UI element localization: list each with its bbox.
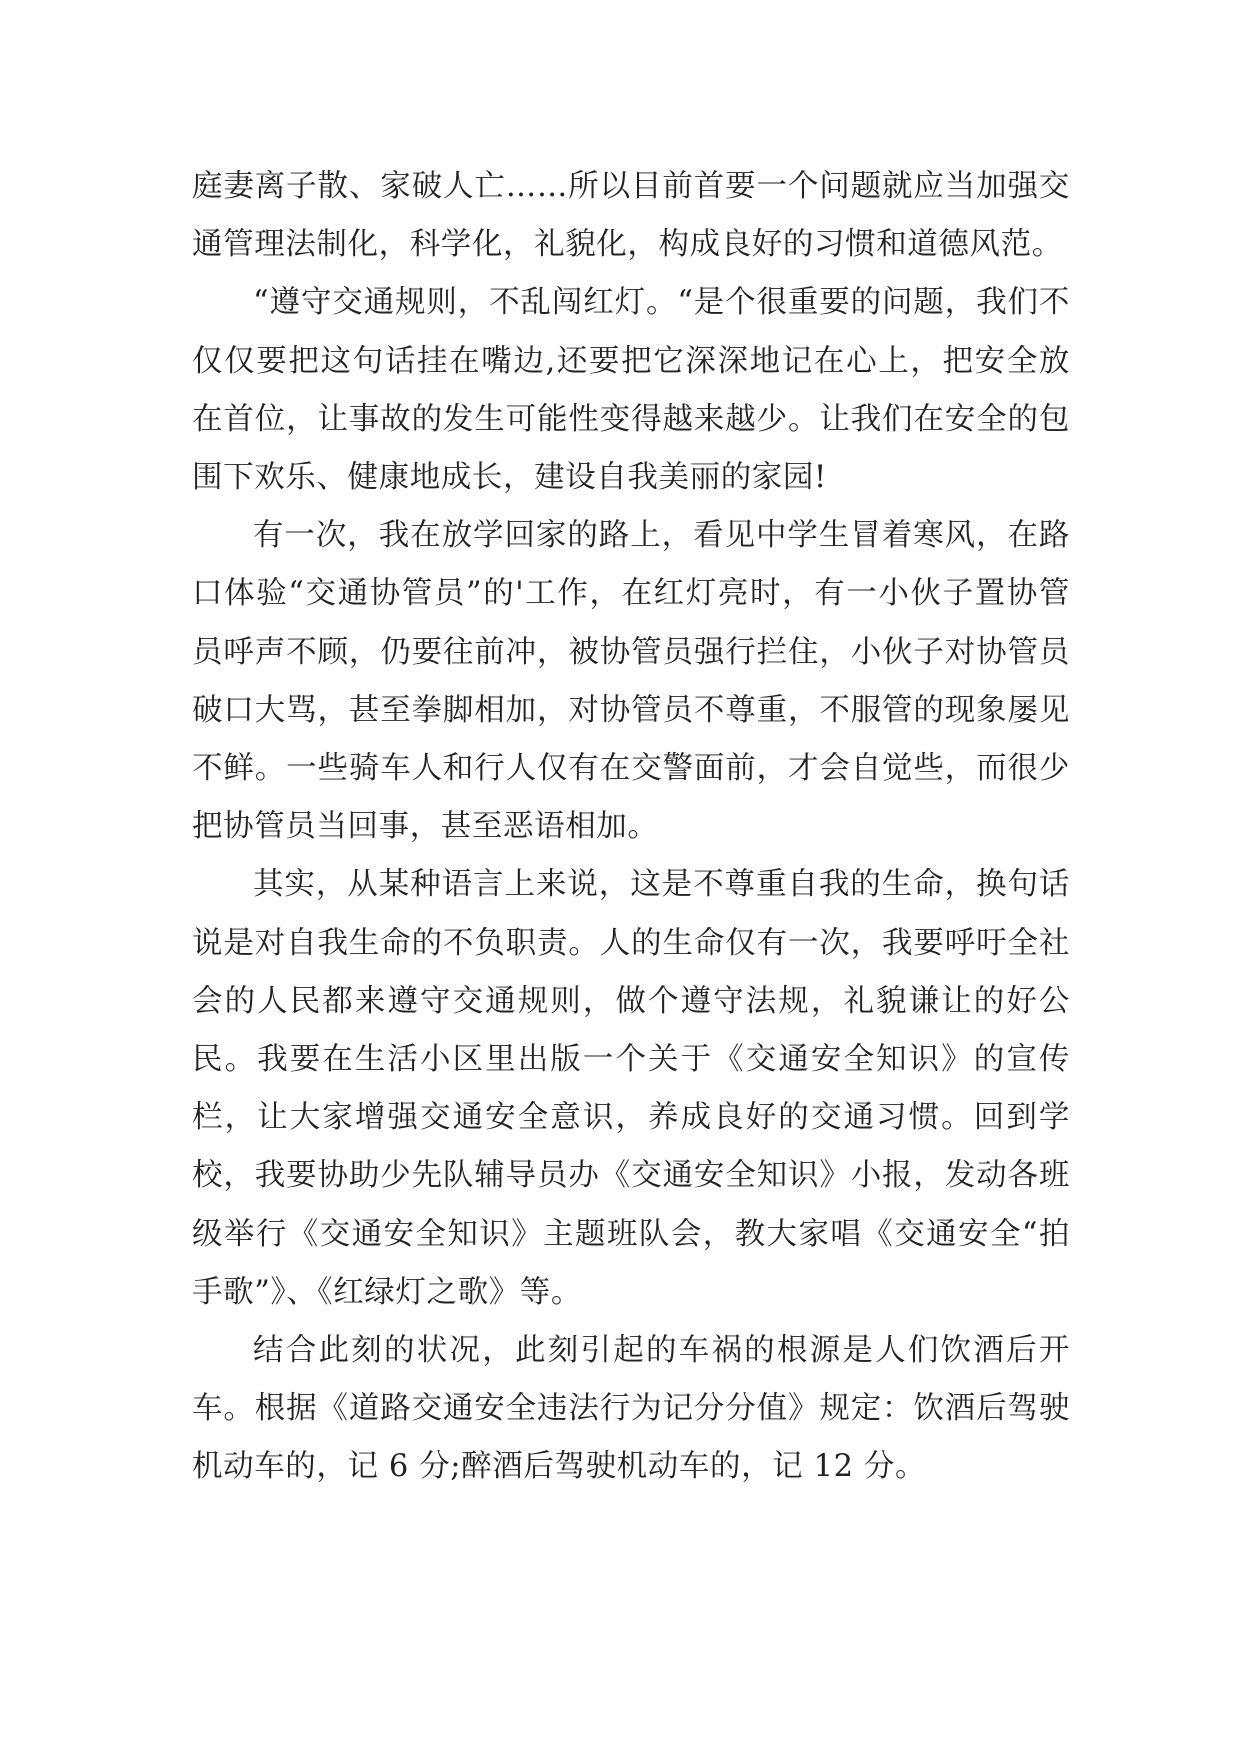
paragraph-traffic-rules: “遵守交通规则，不乱闯红灯。“是个很重要的问题，我们不仅仅要把这句话挂在嘴边,还要把它深深地记在心上，把安全放在首位，让事故的发生可能性变得越来越少。让我们在安全的包围下欢乐、健康地成长，建设自我美丽的家园!	[192, 285, 1070, 496]
body-text	[192, 158, 1070, 1497]
paragraph-respect-life: 其实，从某种语言上来说，这是不尊重自我的生命，换句话说是对自我生命的不负职责。人的生命仅有一次，我要呼吁全社会的人民都来遵守交通规则，做个遵守法规，礼貌谦让的好公民。我要在生活小区里出版一个关于《交通安全知识》的宣传栏，让大家增强交通安全意识，养成良好的交通习惯。回到学校，我要协助少先队辅导员办《交通安全知识》小报，发动各班级举行《交通安全知识》主题班队会，教大家唱《交通安全“拍手歌”》、《红绿灯之歌》等。	[192, 867, 1070, 1310]
paragraph-continuation: 庭妻离子散、家破人亡……所以目前首要一个问题就应当加强交通管理法制化，科学化，礼貌化，构成良好的习惯和道德风范。	[192, 169, 1070, 263]
paragraph-drunk-driving: 结合此刻的状况，此刻引起的车祸的根源是人们饮酒后开车。根据《道路交通安全违法行为记分分值》规定：饮酒后驾驶机动车的，记 6 分;醉酒后驾驶机动车的，记 12 分。	[192, 1333, 1070, 1485]
paragraph-traffic-assistant: 有一次，我在放学回家的路上，看见中学生冒着寒风，在路口体验“交通协管员”的'工作，在红灯亮时，有一小伙子置协管员呼声不顾，仍要往前冲，被协管员强行拦住，小伙子对协管员破口大骂，甚至拳脚相加，对协管员不尊重，不服管的现象屡见不鲜。一些骑车人和行人仅有在交警面前，才会自觉些，而很少把协管员当回事，甚至恶语相加。	[192, 518, 1070, 845]
